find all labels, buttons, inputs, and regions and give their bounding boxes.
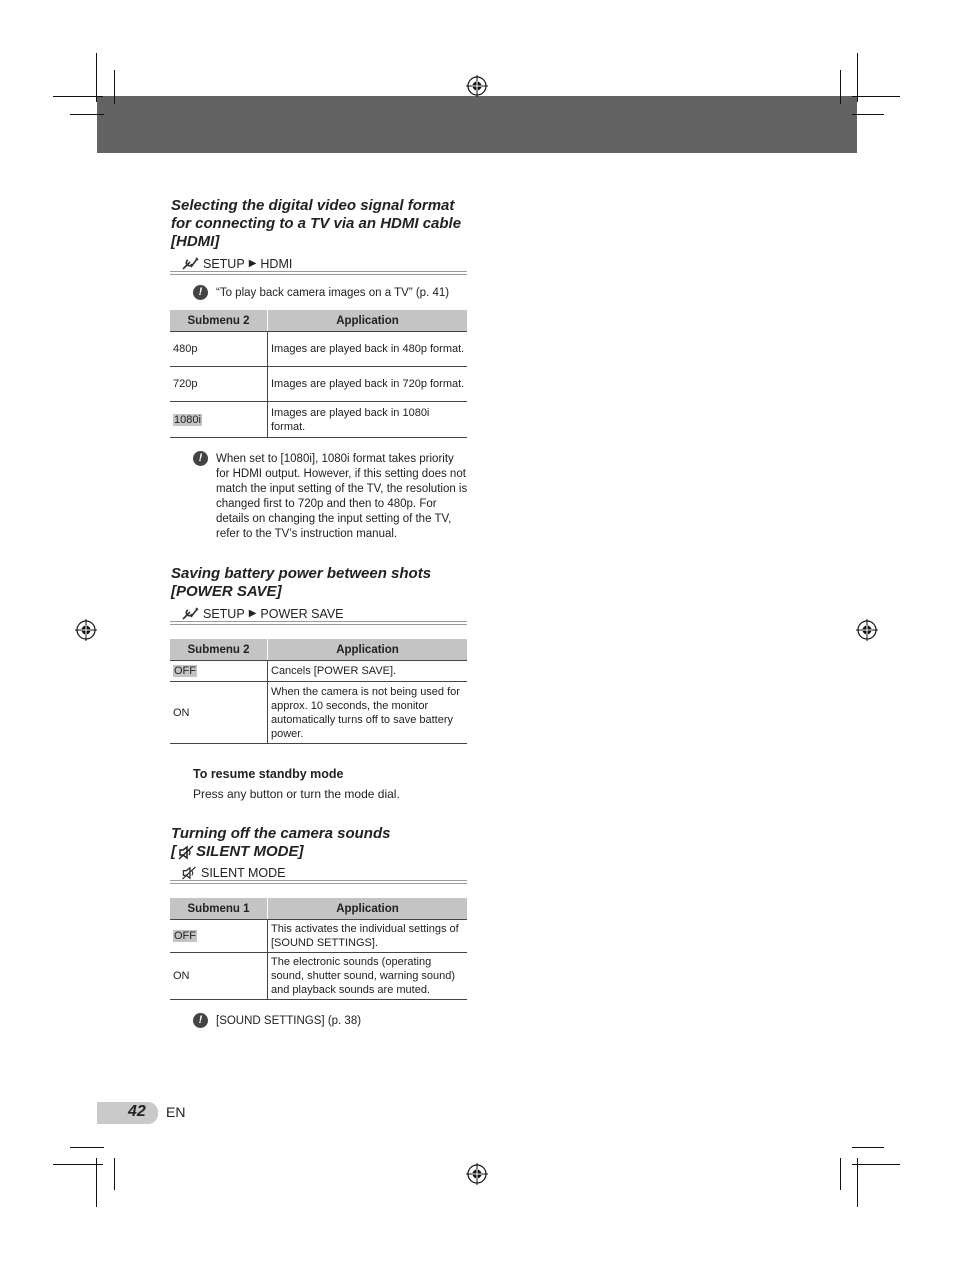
wrench-screwdriver-icon [181,607,199,621]
registration-mark-icon [856,619,878,641]
column-header: Submenu 1 [170,898,268,920]
row-key: 480p [173,343,198,355]
column-header: Submenu 2 [170,639,268,661]
row-key: ON [173,706,190,719]
row-key-default: OFF [174,665,196,677]
row-value: Cancels [POWER SAVE]. [268,661,468,682]
wrench-screwdriver-icon [181,257,199,271]
subtext-resume-standby: Press any button or turn the mode dial. [193,787,400,801]
column-header: Application [268,310,468,332]
arrow-right-icon: ▶ [248,608,257,619]
title-line: Selecting the digital video signal format [171,197,455,214]
caution-icon: ! [193,1013,208,1028]
row-value: Images are played back in 1080i format. [268,402,468,438]
note-text: “To play back camera images on a TV” (p. 41) [216,287,450,299]
menu-path-hdmi [170,257,467,271]
title-line: Turning off the camera sounds [171,825,391,842]
note-text: When set to [1080i], 1080i format takes priority for HDMI output. However, if this setting does not match the input setting of the TV, the resolution is changed first to 720p and then to 480p. For details on changing the input setting of the TV, refer to the TV’s instruction manual. [216,453,468,540]
row-value: The electronic sounds (operating sound, shutter sound, warning sound) and playback sounds are muted. [268,953,468,1000]
table-row [170,953,467,1000]
table-row [170,920,467,953]
hdmi-table [170,310,467,438]
registration-mark-icon [466,75,488,97]
menu-path-power-save [170,607,467,621]
title-line: for connecting to a TV via an HDMI cable [171,215,462,232]
silent-mode-table [170,898,467,1000]
title-line: [HDMI] [171,233,220,250]
column-header: Submenu 2 [170,310,268,332]
title-bracket: [ [171,843,176,860]
table-row [170,367,467,402]
column-header: Application [268,898,468,920]
row-key-default: 1080i [174,413,201,426]
caution-icon: ! [193,285,208,300]
note-hdmi-bottom [193,452,468,542]
column-header: Application [268,639,468,661]
row-key: 720p [173,378,198,390]
header-bar [97,96,857,153]
menu-path-label: SETUP [203,607,245,621]
arrow-right-icon: ▶ [248,258,257,269]
subheading-resume-standby: To resume standby mode [193,767,344,781]
row-key-default: OFF [174,930,196,942]
row-value: This activates the individual settings of [SOUND SETTINGS]. [268,920,468,953]
page-number: 42 [128,1103,146,1120]
registration-mark-icon [466,1163,488,1185]
menu-item-label: SILENT MODE [201,866,286,880]
row-value: Images are played back in 480p format. [268,332,468,367]
section-title-hdmi [171,197,471,251]
menu-path-label: SETUP [203,257,245,271]
title-line: Saving battery power between shots [171,565,432,582]
row-key: ON [173,970,190,982]
note-hdmi-top [193,286,468,301]
registration-mark-icon [75,619,97,641]
power-save-table [170,639,467,744]
page-language: EN [166,1104,186,1120]
caution-icon: ! [193,451,208,466]
title-line: [POWER SAVE] [171,583,282,600]
table-row [170,402,467,438]
menu-item-label: POWER SAVE [260,607,344,621]
note-silent-mode [193,1014,468,1029]
note-text: [SOUND SETTINGS] (p. 38) [216,1015,362,1027]
row-value: When the camera is not being used for approx. 10 seconds, the monitor automatically turns off to save battery power. [268,682,468,744]
row-value: Images are played back in 720p format. [268,367,468,402]
title-line: SILENT MODE] [196,843,304,860]
silent-mode-icon [181,866,197,880]
section-title-power-save [171,565,471,601]
silent-mode-icon [178,845,194,860]
table-row [170,332,467,367]
section-title-silent-mode [171,825,471,861]
menu-item-label: HDMI [260,257,293,271]
table-row [170,661,467,682]
table-row [170,682,467,744]
menu-path-silent-mode [170,866,467,880]
